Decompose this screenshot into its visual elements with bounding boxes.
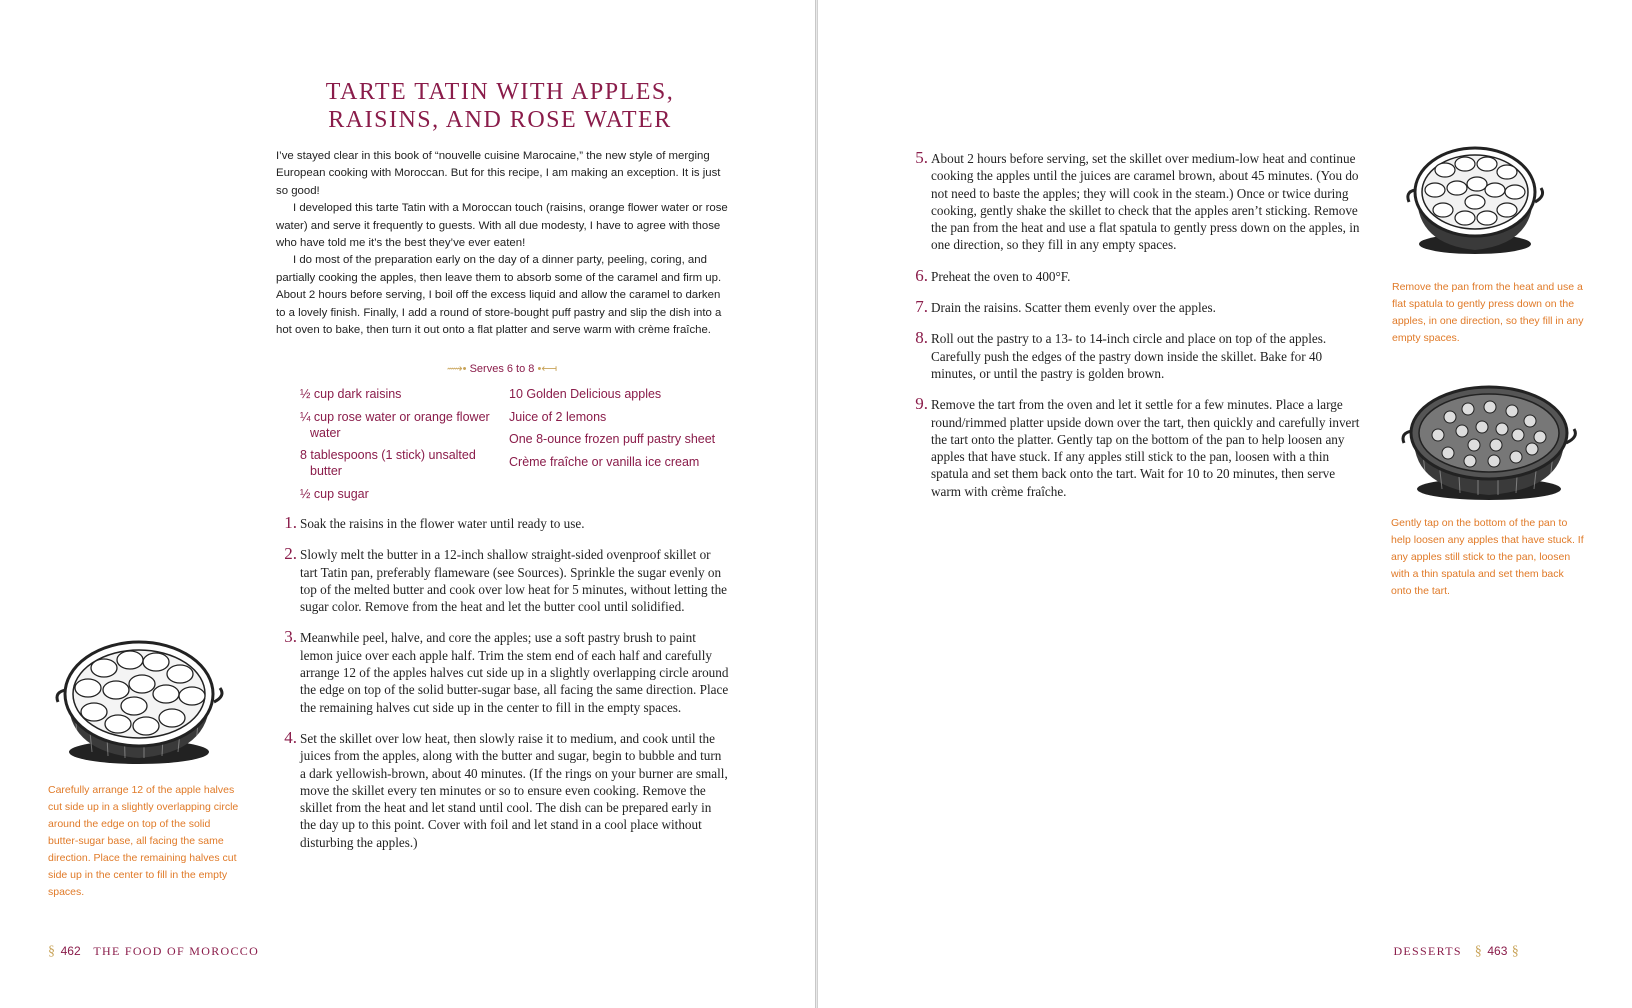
step-number: 2. [284, 544, 297, 564]
flourish-left-icon: ⟿• [446, 363, 467, 375]
steps-list-left [277, 515, 729, 865]
step-text: Slowly melt the butter in a 12-inch shallow straight-sided ovenproof skillet or tart Tatin pan, preferably flameware (see Sources). Sprinkle the sugar evenly on top of the melted butter and cook over low heat for 5 minutes, without letting the sugar color. Remove from the heat and let the butter cool until solidified. [300, 547, 728, 615]
ingredient-item: ½ cup dark raisins [300, 387, 402, 401]
step-number: 7. [915, 297, 928, 317]
baked-tart-illustration [1398, 381, 1580, 503]
footer-left [48, 944, 259, 960]
step-item [908, 150, 1360, 254]
title-line-2: RAISINS, AND ROSE WATER [328, 107, 672, 133]
step-item [908, 265, 1360, 285]
running-head-right: DESSERTS [1393, 944, 1462, 958]
step-number: 1. [284, 513, 297, 532]
swirl-icon: § [1474, 944, 1484, 959]
step-text: Preheat the oven to 400°F. [931, 268, 1071, 284]
caption-right-top: Remove the pan from the heat and use a flat spatula to gently press down on the apples, in one direction, so they fill in any empty spaces. [1392, 281, 1584, 344]
ingredients-column-1 [300, 386, 500, 508]
swirl-icon: § [1511, 944, 1520, 959]
ingredient-item: 10 Golden Delicious apples [509, 387, 662, 401]
ingredient-item: ¼ cup rose water or orange flower water [300, 409, 490, 440]
title-line-1: TARTE TATIN WITH APPLES, [325, 79, 675, 105]
ingredient-item: Juice of 2 lemons [509, 409, 607, 424]
swirl-icon: § [48, 944, 57, 959]
step-item [908, 330, 1360, 382]
step-text: Roll out the pastry to a 13- to 14-inch circle and place on top of the apples. Carefully push the edges of the pastry down inside the skillet. Bake for 40 minutes, or until the pastry is golden brown. [931, 331, 1327, 381]
step-number: 3. [284, 627, 297, 647]
step-text: Remove the tart from the oven and let it settle for a few minutes. Place a large round/rimmed platter upside down over the tart, then quickly and carefully invert the tart onto the platter. Gently tap on the bottom of the pan to help loosen any apples that have stuck. If any apples still stick to the pan, loosen with a thin spatula and set them back onto the tart. Wait for 10 to 20 minutes, then serve warm with crème fraîche. [931, 397, 1360, 499]
caption-right-bottom: Gently tap on the bottom of the pan to help loosen any apples that have stuck. If any apples still stick to the pan, loosen with a thin spatula and set them back onto the tart. [1391, 517, 1584, 597]
step-number: 5. [915, 148, 928, 167]
serves-line [276, 362, 728, 375]
running-head-left: THE FOOD OF MOROCCO [93, 944, 260, 958]
step-text: Meanwhile peel, halve, and core the apples; use a soft pastry brush to paint lemon juice over each apple half. Trim the stem end of each half and carefully arrange 12 of the apples halves cut side up in a slightly overlapping circle around the edge on top of the solid butter-sugar base, all facing the same direction. Place the remaining halves cut side up in the center to fill in the empty spaces. [300, 630, 729, 715]
caption-left: Carefully arrange 12 of the apple halves cut side up in a slightly overlapping circle around the edge on top of the solid butter-sugar base, all facing the same direction. Place the remaining halves cut side up in the center to fill in the empty spaces. [48, 784, 239, 898]
step-text: Soak the raisins in the flower water until ready to use. [300, 516, 585, 531]
page-number-right: 463 [1487, 944, 1508, 958]
step-text: About 2 hours before serving, set the skillet over medium-low heat and continue cooking the apples until the juices are caramel brown, about 45 minutes. (You do not need to baste the apples; they will cook in the steam.) Once or twice during cooking, gently shake the skillet to check that the apples aren’t sticking. Remove the pan from the heat and use a flat spatula to gently press down on the apples, in one direction, so they fill in any empty spaces. [931, 151, 1360, 253]
step-item [277, 727, 729, 851]
page-number-left: 462 [60, 944, 81, 958]
ingredients-column-2 [509, 386, 729, 476]
steps-list-right [908, 150, 1360, 514]
tart-pan-apples-illustration [54, 632, 224, 770]
ingredient-item: Crème fraîche or vanilla ice cream [509, 454, 700, 469]
step-item [277, 546, 729, 615]
step-number: 9. [915, 394, 928, 414]
serves-text: Serves 6 to 8 [469, 363, 535, 375]
skillet-apples-illustration [1405, 140, 1545, 258]
ingredient-item: ½ cup sugar [300, 486, 369, 501]
ingredient-item: 8 tablespoons (1 stick) unsalted butter [300, 448, 476, 478]
step-number: 8. [915, 328, 928, 348]
intro-paragraph: I do most of the preparation early on the day of a dinner party, peeling, coring, and partially cooking the apples, then leave them to absorb some of the caramel and firm up. About 2 hours before serving, I boil off the excess liquid and allow the caramel to darken to a lovely finish. Finally, I add a round of store-bought puff pastry and slip the dish into a hot oven to bake, then turn it out onto a flat platter and serve warm with crème fraîche. [276, 254, 722, 337]
flourish-right-icon: •⟻ [537, 363, 558, 375]
recipe-title [280, 78, 720, 134]
step-item [908, 299, 1360, 316]
ingredient-item: One 8-ounce frozen puff pastry sheet [509, 432, 716, 446]
step-item [277, 515, 729, 532]
step-number: 4. [284, 727, 297, 747]
step-item [277, 629, 729, 715]
step-text: Set the skillet over low heat, then slowly raise it to medium, and cook until the juices from the apples, along with the butter and sugar, begin to bubble and turn a dark yellowish-brown, about 40 minutes. (If the rings on your burner are small, move the skillet every ten minutes or so to ensure even cooking. Remove the skillet from the heat and let stand until cool. The dish can be prepared early in the day up to this point. Cover with foil and let stand in a cool place without disturbing the apples.) [300, 730, 728, 850]
intro-paragraph: I’ve stayed clear in this book of “nouvelle cuisine Marocaine,” the new style of merging European cooking with Moroccan. But for this recipe, I am making an exception. It is just so good! [276, 150, 721, 197]
footer-right [1393, 944, 1520, 960]
intro-paragraph: I developed this tarte Tatin with a Moroccan touch (raisins, orange flower water or rose water) and serve it frequently to guests. With all due modesty, I have to agree with those who have told me it’s the best they’ve ever eaten! [276, 202, 728, 250]
step-text: Drain the raisins. Scatter them evenly over the apples. [931, 300, 1216, 316]
step-item [908, 396, 1360, 500]
intro-text [276, 148, 728, 339]
step-number: 6. [915, 265, 928, 285]
